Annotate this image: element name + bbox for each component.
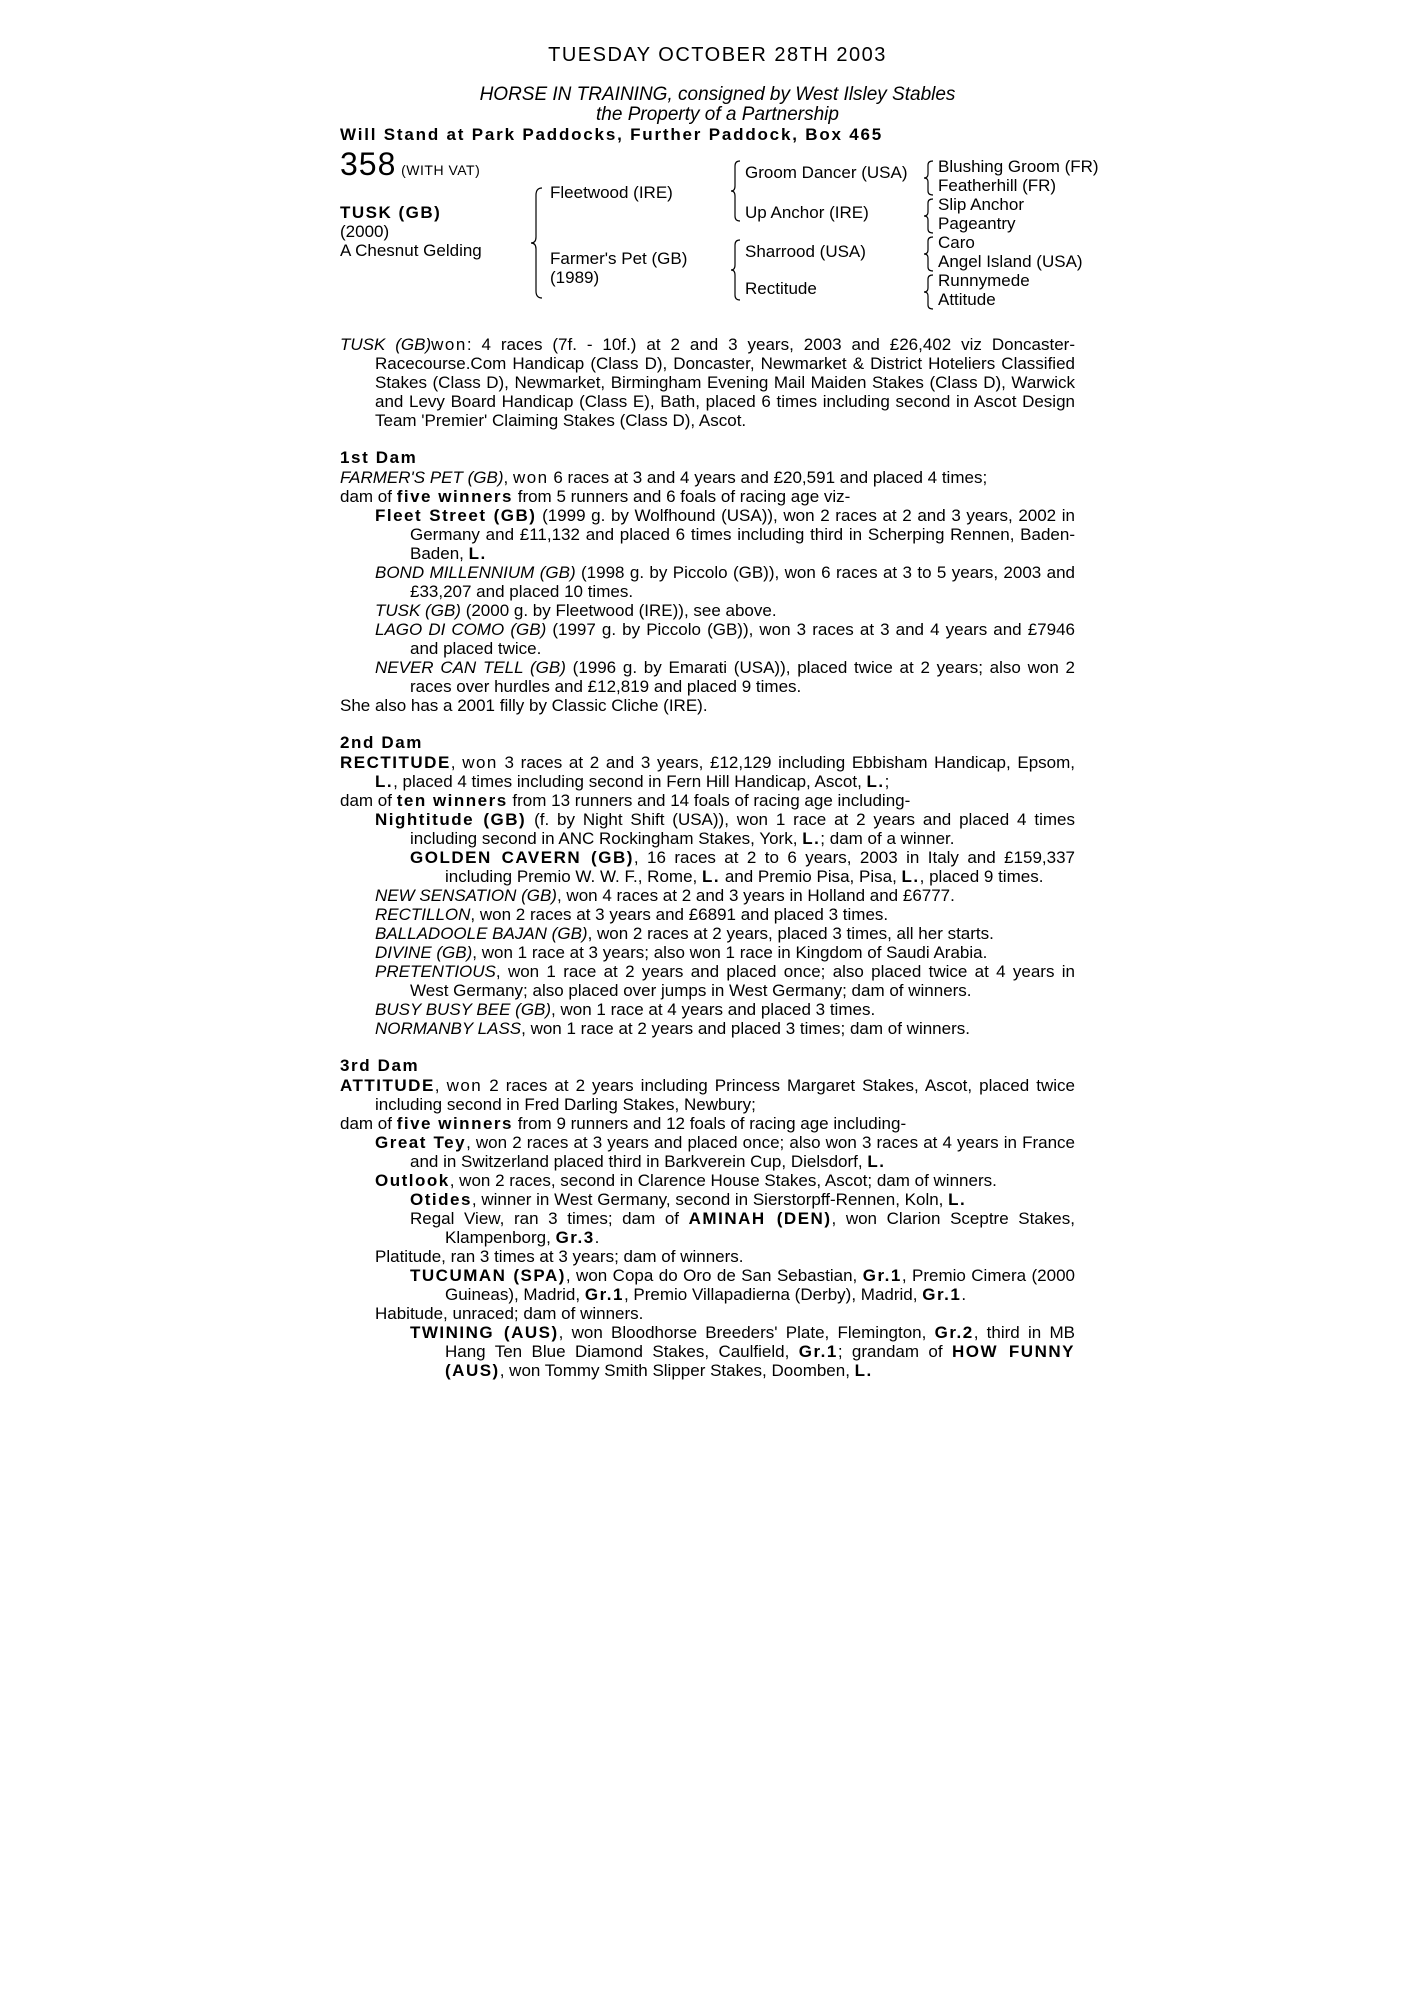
dam-of: dam of bbox=[340, 1114, 392, 1133]
produce-name: RECTILLON bbox=[375, 905, 471, 924]
intro-text: 2 races at 2 years including Princess Margaret Stakes, Ascot, placed twice including second in Fred Darling Stakes, Newbury; bbox=[375, 1076, 1075, 1114]
third-dam-produce-summary bbox=[340, 1114, 1075, 1133]
ancestor-5: Caro bbox=[938, 233, 975, 252]
sire-dam-brace bbox=[530, 187, 544, 299]
catalogue-page bbox=[340, 44, 1099, 1380]
produce-text: , winner in West Germany, second in Sierstorpff-Rennen, Koln, bbox=[471, 1190, 944, 1209]
list-item bbox=[340, 563, 1075, 601]
produce-text: , won Copa do Oro de San Sebastian, bbox=[565, 1266, 858, 1285]
record-horse-name: TUSK (GB) bbox=[340, 335, 432, 354]
list-item bbox=[340, 1247, 1075, 1266]
first-dam-intro-text: 6 races at 3 and 4 years and £20,591 and placed 4 times; bbox=[553, 468, 988, 487]
first-dam-section bbox=[340, 468, 1075, 715]
list-item bbox=[340, 1000, 1075, 1019]
produce-text: , won Clarion Sceptre Stakes, Klampenborg, bbox=[445, 1209, 1075, 1247]
runners-text: from 9 runners and 12 foals of racing age including- bbox=[517, 1114, 907, 1133]
produce-text: , won 2 races at 3 years and placed once; also won 3 races at 4 years in France and in Switzerland placed third in Barkverein Cup, Dielsdorf, bbox=[410, 1133, 1075, 1171]
produce-name: BUSY BUSY BEE (GB) bbox=[375, 1000, 552, 1019]
produce-text: , won 1 race at 4 years and placed 3 times. bbox=[551, 1000, 876, 1019]
produce-name: DIVINE (GB) bbox=[375, 943, 473, 962]
dam-of: dam of bbox=[340, 791, 392, 810]
produce-name: PRETENTIOUS bbox=[375, 962, 496, 981]
produce-text: , won Tommy Smith Slipper Stakes, Doomben, bbox=[499, 1361, 850, 1380]
produce-text: , won 1 race at 2 years and placed once; also placed twice at 4 years in West Germany; also placed over jumps in West Germany; dam of winners. bbox=[410, 962, 1075, 1000]
produce-name: Nightitude (GB) bbox=[375, 810, 527, 829]
group-mark: Gr.1 bbox=[584, 1285, 624, 1304]
listed-mark: L. bbox=[802, 829, 821, 848]
race-record bbox=[340, 335, 1075, 430]
list-item bbox=[340, 1190, 1075, 1209]
lot-number-block bbox=[340, 146, 481, 182]
produce-name: BOND MILLENNIUM (GB) bbox=[375, 563, 576, 582]
second-dam-name: RECTITUDE bbox=[340, 753, 451, 772]
produce-text: , won 4 races at 2 and 3 years in Holland and £6777. bbox=[556, 886, 955, 905]
list-item bbox=[340, 1171, 1075, 1190]
listed-mark: L. bbox=[375, 772, 394, 791]
first-dam-heading: 1st Dam bbox=[340, 448, 418, 467]
second-dam-produce-summary bbox=[340, 791, 1075, 810]
group-mark: Gr.3 bbox=[555, 1228, 595, 1247]
winners-count: five winners bbox=[396, 1114, 513, 1133]
listed-mark: L. bbox=[468, 544, 487, 563]
produce-text: (2000 g. by Fleetwood (IRE)), see above. bbox=[465, 601, 777, 620]
sire-dam: Up Anchor (IRE) bbox=[745, 203, 869, 222]
third-dam-section bbox=[340, 1076, 1075, 1380]
intro-text: 3 races at 2 and 3 years, £12,129 including Ebbisham Handicap, Epsom, bbox=[504, 753, 1075, 772]
list-item bbox=[340, 810, 1075, 848]
produce-text: ; grandam of bbox=[837, 1342, 943, 1361]
ancestor-8: Attitude bbox=[938, 290, 996, 309]
produce-text: Platitude, ran 3 times at 3 years; dam of winners. bbox=[375, 1247, 744, 1266]
produce-text: , won 1 race at 2 years and placed 3 times; dam of winners. bbox=[521, 1019, 970, 1038]
consignor-line: HORSE IN TRAINING, consigned by West Ilsley Stables bbox=[479, 84, 956, 105]
produce-name: TUCUMAN (SPA) bbox=[410, 1266, 566, 1285]
list-item bbox=[340, 620, 1075, 658]
produce-text: Habitude, unraced; dam of winners. bbox=[375, 1304, 644, 1323]
horse-description: A Chesnut Gelding bbox=[340, 241, 482, 260]
won-word: won bbox=[462, 753, 498, 772]
listed-mark: L. bbox=[854, 1361, 873, 1380]
produce-text: (1998 g. by Piccolo (GB)), won 6 races at 3 to 5 years, 2003 and £33,207 and placed 10 times. bbox=[410, 563, 1075, 601]
group-mark: Gr.1 bbox=[798, 1342, 838, 1361]
listed-mark: L. bbox=[901, 867, 920, 886]
horse-year: (2000) bbox=[340, 222, 390, 241]
g-brace-1 bbox=[923, 160, 935, 196]
owner-line: the Property of a Partnership bbox=[596, 104, 839, 125]
produce-text: , placed 9 times. bbox=[919, 867, 1044, 886]
produce-text: , won Bloodhorse Breeders' Plate, Flemington, bbox=[558, 1323, 927, 1342]
won-word: won bbox=[446, 1076, 483, 1095]
produce-name: HOW FUNNY (AUS) bbox=[445, 1342, 1075, 1380]
winners-count: ten winners bbox=[396, 791, 508, 810]
first-dam-intro: FARMER'S PET (GB), won 6 races at 3 and 4 years and £20,591 and placed 4 times; bbox=[340, 468, 988, 487]
intro-text: ; bbox=[884, 772, 890, 791]
first-dam-name: FARMER'S PET (GB) bbox=[340, 468, 504, 487]
third-dam-heading: 3rd Dam bbox=[340, 1056, 420, 1075]
produce-name: NORMANBY LASS bbox=[375, 1019, 522, 1038]
produce-name: LAGO DI COMO (GB) bbox=[375, 620, 547, 639]
g-brace-2 bbox=[923, 198, 935, 234]
produce-text: , Premio Cimera (2000 Guineas), Madrid, bbox=[445, 1266, 1075, 1304]
produce-name: NEW SENSATION (GB) bbox=[375, 886, 557, 905]
produce-text: , won 2 races, second in Clarence House Stakes, Ascot; dam of winners. bbox=[449, 1171, 997, 1190]
dam-of: dam of bbox=[340, 487, 392, 506]
produce-name: Otides bbox=[410, 1190, 472, 1209]
second-dam-heading: 2nd Dam bbox=[340, 733, 423, 752]
ancestor-1: Blushing Groom (FR) bbox=[938, 157, 1099, 176]
list-item bbox=[340, 886, 1075, 905]
produce-name: BALLADOOLE BAJAN (GB) bbox=[375, 924, 588, 943]
produce-name: NEVER CAN TELL (GB) bbox=[375, 658, 566, 677]
group-mark: Gr.2 bbox=[934, 1323, 974, 1342]
list-item bbox=[340, 962, 1075, 1000]
ancestor-6: Angel Island (USA) bbox=[938, 252, 1083, 271]
listed-mark: L. bbox=[867, 1152, 886, 1171]
produce-text: , won 2 races at 2 years, placed 3 times, all her starts. bbox=[587, 924, 994, 943]
produce-text: , 16 races at 2 to 6 years, 2003 in Italy and £159,337 including Premio W. W. F., Rome, bbox=[445, 848, 1076, 886]
dam-year: (1989) bbox=[550, 268, 600, 287]
listed-mark: L. bbox=[866, 772, 885, 791]
record-text: : 4 races (7f. - 10f.) at 2 and 3 years, 2003 and £26,402 viz Doncaster-Racecourse.Com Handicap (Class D), Doncaster, Newmarket & District Hoteliers Classified Stakes (Class D), Newmarket, Birmingham Evening Mail Maiden Stakes (Class D), Warwick and Levy Board Handicap (Class E), Bath, placed 6 times including second in Ascot Design Team 'Premier' Claiming Stakes (Class D), Ascot. bbox=[375, 335, 1075, 430]
dam-parents-brace bbox=[730, 239, 742, 301]
list-item bbox=[340, 848, 1075, 886]
list-item bbox=[340, 1019, 1075, 1038]
intro-text: , placed 4 times including second in Fern Hill Handicap, Ascot, bbox=[393, 772, 862, 791]
list-item bbox=[340, 601, 1075, 620]
produce-text: , Premio Villapadierna (Derby), Madrid, bbox=[623, 1285, 918, 1304]
produce-text: ; dam of a winner. bbox=[820, 829, 955, 848]
produce-name: TUSK (GB) bbox=[375, 601, 461, 620]
produce-text: . bbox=[594, 1228, 600, 1247]
list-item bbox=[340, 1209, 1075, 1247]
list-item bbox=[340, 658, 1075, 696]
dam-dam: Rectitude bbox=[745, 279, 817, 298]
g-brace-3 bbox=[923, 236, 935, 272]
produce-name: AMINAH (DEN) bbox=[688, 1209, 832, 1228]
group-mark: Gr.1 bbox=[862, 1266, 902, 1285]
sale-date: TUESDAY OCTOBER 28TH 2003 bbox=[548, 44, 887, 66]
list-item bbox=[340, 1133, 1075, 1171]
list-item bbox=[340, 943, 1075, 962]
list-item bbox=[340, 1304, 1075, 1323]
produce-name: Great Tey bbox=[375, 1133, 467, 1152]
third-dam-name: ATTITUDE bbox=[340, 1076, 435, 1095]
group-mark: Gr.1 bbox=[922, 1285, 962, 1304]
produce-text: , third in MB Hang Ten Blue Diamond Stakes, Caulfield, bbox=[445, 1323, 1075, 1361]
ancestor-2: Featherhill (FR) bbox=[938, 176, 1057, 195]
produce-name: GOLDEN CAVERN (GB) bbox=[410, 848, 634, 867]
first-dam-produce-summary bbox=[340, 487, 1075, 506]
list-item bbox=[340, 1323, 1075, 1380]
dam-sire: Sharrood (USA) bbox=[745, 242, 866, 261]
produce-text: (1996 g. by Emarati (USA)), placed twice at 2 years; also won 2 races over hurdles and £12,819 and placed 9 times. bbox=[410, 658, 1075, 696]
pedigree-table bbox=[340, 146, 1099, 317]
runners-text: from 5 runners and 6 foals of racing age viz- bbox=[517, 487, 851, 506]
produce-name: Fleet Street (GB) bbox=[375, 506, 537, 525]
ancestor-3: Slip Anchor bbox=[938, 195, 1024, 214]
produce-text: (f. by Night Shift (USA)), won 1 race at 2 years and placed 4 times including second in ANC Rockingham Stakes, York, bbox=[410, 810, 1075, 848]
lot-number: 358 bbox=[340, 146, 397, 182]
first-dam-note: She also has a 2001 filly by Classic Cliche (IRE). bbox=[340, 696, 708, 715]
third-dam-intro: ATTITUDE, won 2 races at 2 years including Princess Margaret Stakes, Ascot, placed twice including second in Fred Darling Stakes, Newbury; bbox=[340, 1076, 1075, 1114]
list-item bbox=[340, 924, 1075, 943]
produce-text: (1999 g. by Wolfhound (USA)), won 2 races at 2 and 3 years, 2002 in Germany and £11,132 and placed 6 times including third in Scherping Rennen, Baden-Baden, bbox=[410, 506, 1075, 563]
second-dam-intro: RECTITUDE, won 3 races at 2 and 3 years, £12,129 including Ebbisham Handicap, Epsom, L., placed 4 times including second in Fern Hill Handicap, Ascot, L.; bbox=[340, 753, 1075, 791]
won-word: won bbox=[512, 468, 549, 487]
list-item bbox=[340, 905, 1075, 924]
winners-count: five winners bbox=[396, 487, 513, 506]
g-brace-4 bbox=[923, 274, 935, 310]
vat-note: (WITH VAT) bbox=[401, 162, 481, 178]
produce-text: (1997 g. by Piccolo (GB)), won 3 races at 3 and 4 years and £7946 and placed twice. bbox=[410, 620, 1075, 658]
produce-text: , won 2 races at 3 years and £6891 and placed 3 times. bbox=[470, 905, 889, 924]
sire: Fleetwood (IRE) bbox=[550, 183, 673, 202]
sire-sire: Groom Dancer (USA) bbox=[745, 163, 908, 182]
ancestor-7: Runnymede bbox=[938, 271, 1030, 290]
ancestor-4: Pageantry bbox=[938, 214, 1016, 233]
produce-text: . bbox=[961, 1285, 967, 1304]
dam: Farmer's Pet (GB) bbox=[550, 249, 688, 268]
stand-location: Will Stand at Park Paddocks, Further Paddock, Box 465 bbox=[340, 125, 884, 144]
list-item bbox=[340, 1266, 1075, 1304]
listed-mark: L. bbox=[701, 867, 721, 886]
consignment-info bbox=[360, 85, 1075, 125]
produce-name: TWINING (AUS) bbox=[410, 1323, 559, 1342]
second-dam-section bbox=[340, 753, 1075, 1038]
produce-text: and Premio Pisa, Pisa, bbox=[724, 867, 897, 886]
listed-mark: L. bbox=[948, 1190, 967, 1209]
runners-text: from 13 runners and 14 foals of racing age including- bbox=[512, 791, 911, 810]
sire-parents-brace bbox=[730, 160, 742, 222]
horse-name: TUSK (GB) bbox=[340, 203, 442, 222]
record-won: won bbox=[431, 335, 467, 354]
produce-name: Outlook bbox=[375, 1171, 450, 1190]
produce-text: , won 1 race at 3 years; also won 1 race in Kingdom of Saudi Arabia. bbox=[472, 943, 988, 962]
list-item bbox=[340, 506, 1075, 563]
produce-text: Regal View, ran 3 times; dam of bbox=[410, 1209, 680, 1228]
